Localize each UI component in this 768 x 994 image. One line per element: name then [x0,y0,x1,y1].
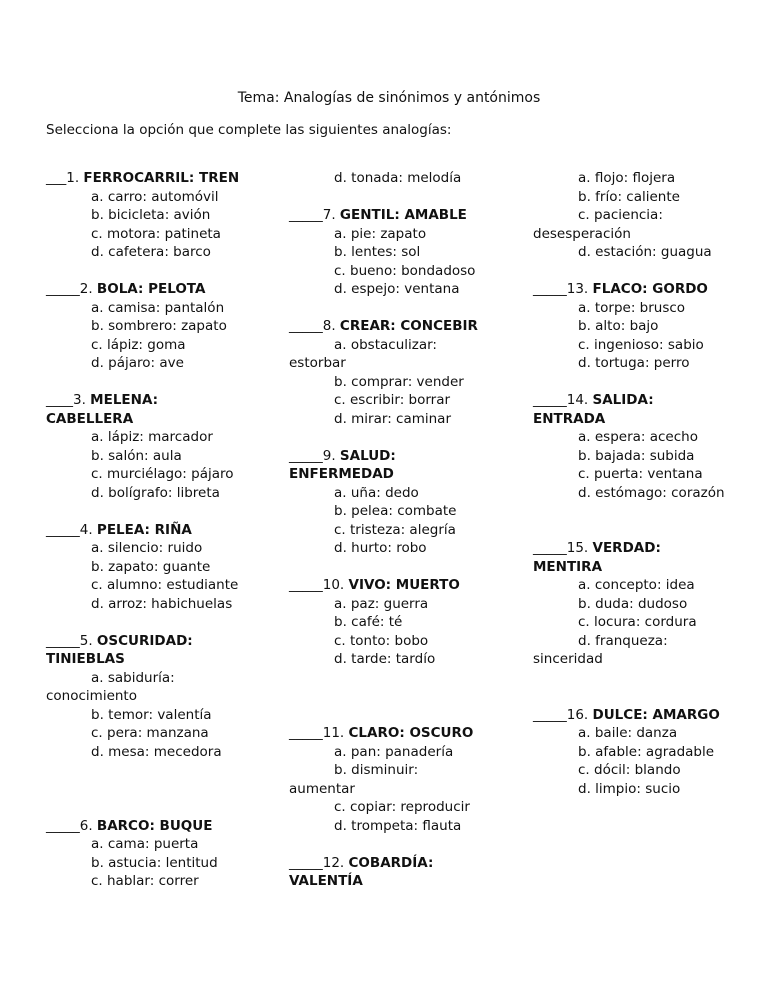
answer-option: a. pan: panadería [334,743,454,760]
answer-option: b. sombrero: zapato [91,318,227,334]
spacer [46,780,261,799]
question-line [46,632,261,651]
question-line [289,206,504,225]
answer-option: d. arroz: habichuelas [91,595,233,612]
answer-option: b. comprar: vender [334,373,464,390]
answer-option: c. puerta: ventana [578,466,703,482]
question-line [533,280,748,299]
answer-option: b. bajada: subida [578,447,695,464]
spacer [46,798,261,817]
answer-option: c. locura: cordura [578,614,697,630]
answer-option: b. astucia: lentitud [91,854,218,871]
question-keyword: VIVO: MUERTO [348,577,460,593]
answer-option: b. lentes: sol [334,244,421,260]
question-number: 8. [322,318,340,334]
question-number: 11. [322,725,349,741]
spacer [289,687,504,706]
spacer [46,373,261,392]
question-line [46,169,261,188]
spacer [533,687,748,706]
question-keyword: ENTRADA [533,410,606,427]
answer-option: d. franqueza: [578,632,668,649]
question-keyword: CABELLERA [46,410,134,427]
answer-option: d. estación: guagua [578,244,712,260]
question-line-continuation [289,872,504,891]
answer-option: a. silencio: ruido [91,540,203,556]
question-line [533,391,748,410]
answer-option: b. pelea: combate [334,503,457,519]
question-line [289,317,504,336]
answer-option: a. uña: dedo [334,484,419,501]
answer-option: a. lápiz: marcador [91,429,213,445]
spacer [533,502,748,521]
question-line-continuation [533,410,748,429]
question-line-continuation [46,410,261,429]
answer-blank: _____ [533,540,567,556]
answer-option: c. bueno: bondadoso [334,262,476,279]
answer-option: d. espejo: ventana [334,281,460,297]
answer-option: a. concepto: idea [578,577,695,593]
question-number: 9. [322,447,340,464]
question-keyword: VERDAD: [592,540,661,556]
question-keyword: CREAR: CONCEBIR [339,318,478,334]
spacer [533,521,748,540]
answer-blank: ____ [46,392,73,408]
question-line-continuation [46,650,261,669]
answer-option: c. lápiz: goma [91,336,186,353]
answer-option: d. tarde: tardío [334,651,436,667]
answer-option: b. alto: bajo [578,318,659,334]
answer-option: b. zapato: guante [91,558,211,575]
answer-option-continuation: desesperación [533,225,631,242]
answer-option: a. paz: guerra [334,595,429,612]
answer-option: a. carro: automóvil [91,188,219,205]
question-number: 7. [322,207,340,223]
column-1 [46,169,261,891]
answer-blank: _____ [46,521,80,538]
question-keyword: COBARDÍA: [348,854,434,871]
answer-option-continuation: sinceridad [533,651,603,667]
answer-option: b. disminuir: [334,762,419,778]
answer-blank: _____ [533,281,567,297]
question-keyword: FLACO: GORDO [592,281,708,297]
question-keyword: PELEA: RIÑA [96,521,192,538]
answer-option: b. salón: aula [91,447,182,464]
question-line [533,706,748,725]
spacer [46,613,261,632]
answer-option: c. murciélago: pájaro [91,466,234,482]
question-line [289,724,504,743]
question-number: 10. [322,577,349,593]
question-line-continuation [289,465,504,484]
answer-blank: _____ [289,725,323,741]
answer-option: c. ingenioso: sabio [578,336,704,353]
question-line [289,854,504,873]
answer-option: c. motora: patineta [91,225,221,242]
answer-blank: _____ [289,577,323,593]
answer-option-continuation: conocimiento [46,688,137,704]
question-number: 14. [566,392,593,408]
question-keyword: OSCURIDAD: [96,632,193,649]
answer-option: d. limpio: sucio [578,780,681,797]
answer-option: d. cafetera: barco [91,244,211,260]
question-line [46,391,261,410]
spacer [533,669,748,688]
question-keyword: SALIDA: [592,392,654,408]
answer-option: d. estómago: corazón [578,484,725,501]
answer-blank: _____ [46,281,80,297]
answer-option: b. duda: dudoso [578,595,688,612]
question-number: 4. [79,521,97,538]
answer-option: a. flojo: flojera [578,170,676,186]
question-number: 16. [566,706,593,723]
spacer [533,262,748,281]
question-keyword: BARCO: BUQUE [96,817,213,834]
column-3 [533,169,748,798]
answer-option: c. hablar: correr [91,873,199,889]
answer-blank: _____ [46,632,80,649]
question-line [46,280,261,299]
answer-option: c. alumno: estudiante [91,577,239,593]
question-keyword: CLARO: OSCURO [348,725,474,741]
question-line-continuation [533,558,748,577]
answer-option: c. copiar: reproducir [334,799,470,815]
question-keyword: MELENA: [90,392,159,408]
answer-option: c. escribir: borrar [334,392,451,408]
spacer [46,262,261,281]
answer-blank: _____ [533,706,567,723]
spacer [533,373,748,392]
answer-option: b. café: té [334,614,403,630]
question-number: 5. [79,632,97,649]
answer-blank: _____ [533,392,567,408]
answer-blank: _____ [289,207,323,223]
page-title: Tema: Analogías de sinónimos y antónimos [237,90,541,106]
question-number: 15. [566,540,593,556]
answer-option: c. tonto: bobo [334,632,429,649]
question-keyword: GENTIL: AMABLE [339,207,467,223]
answer-blank: _____ [289,854,323,871]
answer-option: a. obstaculizar: [334,336,437,353]
spacer [46,502,261,521]
answer-option: d. bolígrafo: libreta [91,484,220,501]
answer-option-continuation: estorbar [289,355,346,371]
question-keyword: ENFERMEDAD [289,466,394,482]
answer-option: a. camisa: pantalón [91,299,225,316]
spacer [289,835,504,854]
answer-option: d. mirar: caminar [334,410,452,427]
answer-option-continuation: aumentar [289,780,355,797]
spacer [289,188,504,207]
question-keyword: VALENTÍA [289,873,363,889]
question-line [289,447,504,466]
answer-option: a. torpe: brusco [578,299,686,316]
answer-option: a. sabiduría: [91,669,175,686]
answer-blank: ___ [46,170,67,186]
answer-option: d. tonada: melodía [334,170,462,186]
question-line [533,539,748,558]
question-line [289,576,504,595]
answer-option: a. espera: acecho [578,429,698,445]
answer-blank: _____ [46,817,80,834]
answer-option: d. tortuga: perro [578,355,690,371]
spacer [289,299,504,318]
answer-option: b. frío: caliente [578,188,680,205]
answer-option: d. trompeta: flauta [334,817,462,834]
spacer [289,706,504,725]
answer-option: a. cama: puerta [91,836,199,852]
question-number: 6. [79,817,97,834]
question-keyword: FERROCARRIL: TREN [83,170,240,186]
instructions: Selecciona la opción que complete las siguientes analogías: [46,122,452,138]
answer-blank: _____ [289,447,323,464]
spacer [289,669,504,688]
spacer [289,558,504,577]
question-line [46,817,261,836]
answer-option: b. bicicleta: avión [91,207,211,223]
question-keyword: BOLA: PELOTA [96,281,206,297]
question-number: 3. [73,392,91,408]
answer-option: c. tristeza: alegría [334,521,456,538]
answer-option: a. pie: zapato [334,225,427,242]
question-line [46,521,261,540]
answer-option: c. pera: manzana [91,725,209,741]
answer-option: d. mesa: mecedora [91,743,222,760]
spacer [289,428,504,447]
spacer [46,761,261,780]
question-keyword: TINIEBLAS [46,651,125,667]
answer-option: b. afable: agradable [578,743,715,760]
question-number: 2. [79,281,97,297]
answer-blank: _____ [289,318,323,334]
answer-option: c. dócil: blando [578,762,681,778]
question-number: 13. [566,281,593,297]
question-number: 12. [322,854,349,871]
question-keyword: MENTIRA [533,558,603,575]
question-number: 1. [66,170,84,186]
answer-option: d. hurto: robo [334,540,427,556]
answer-option: b. temor: valentía [91,706,212,723]
answer-option: c. paciencia: [578,207,663,223]
answer-option: a. baile: danza [578,725,678,741]
question-keyword: DULCE: AMARGO [592,706,720,723]
question-keyword: SALUD: [339,447,396,464]
answer-option: d. pájaro: ave [91,355,184,371]
column-2 [289,169,504,891]
